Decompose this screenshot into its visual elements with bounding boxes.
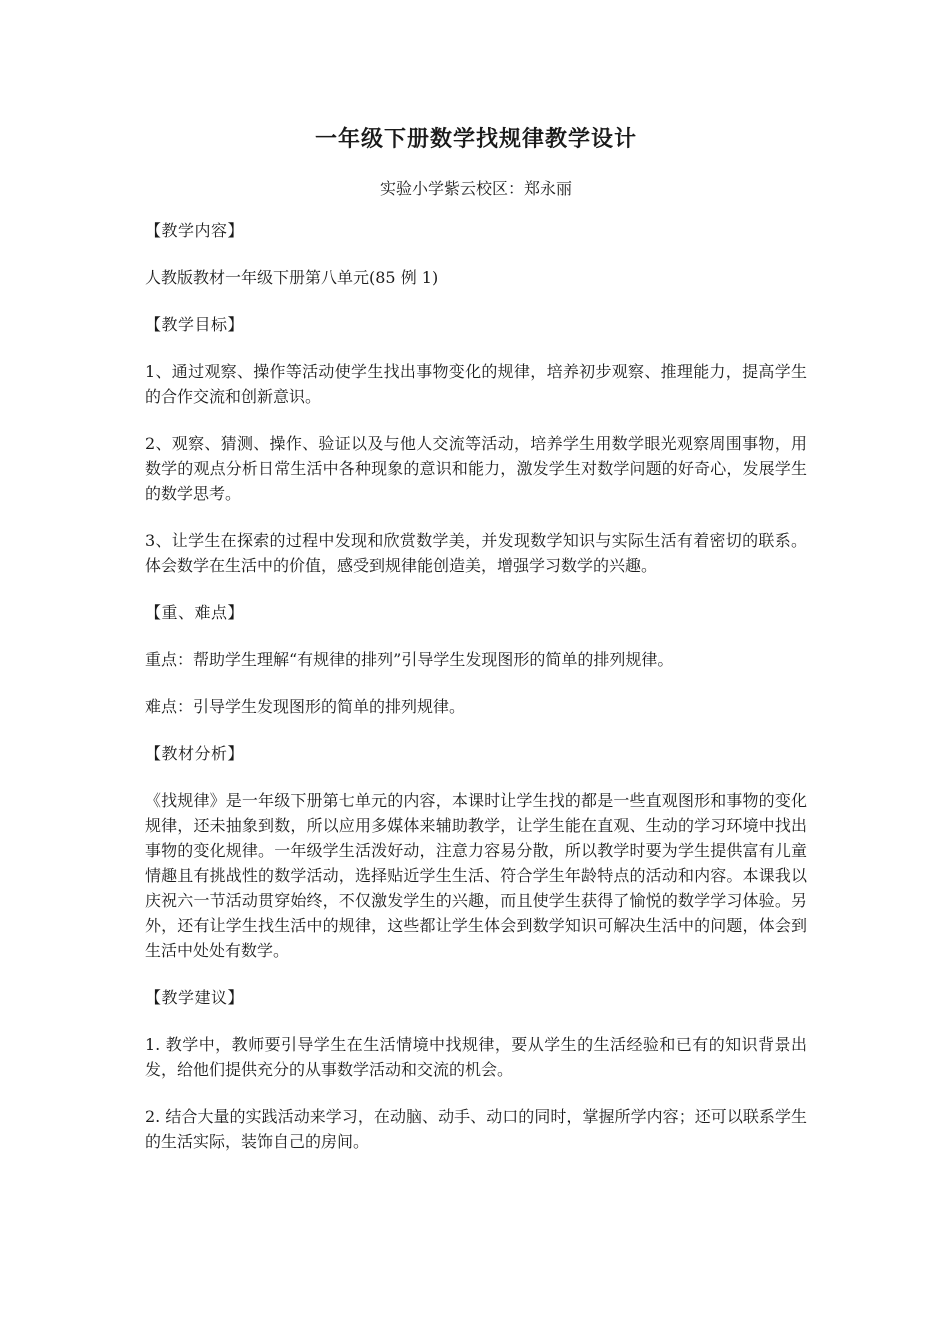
paragraph-difficulty: 难点：引导学生发现图形的简单的排列规律。 [145, 697, 466, 716]
paragraph-suggestion-2: 2. 结合大量的实践活动来学习，在动脑、动手、动口的同时，掌握所学内容；还可以联系学生的生活实际，装饰自己的房间。 [145, 1107, 807, 1151]
document-title: 一年级下册数学找规律教学设计 [314, 126, 637, 152]
document-body [145, 218, 807, 1176]
paragraph-objective-2: 2、观察、猜测、操作、验证以及与他人交流等活动，培养学生用数学眼光观察周围事物，用数学的观点分析日常生活中各种现象的意识和能力，激发学生对数学问题的好奇心，发展学生的数学思考。 [145, 434, 807, 503]
document-author: 实验小学紫云校区：郑永丽 [379, 179, 572, 198]
paragraph-key-point: 重点：帮助学生理解“有规律的排列”引导学生发现图形的简单的排列规律。 [145, 650, 674, 669]
paragraph-analysis: 《找规律》是一年级下册第七单元的内容，本课时让学生找的都是一些直观图形和事物的变化规律，还未抽象到数，所以应用多媒体来辅助教学，让学生能在直观、生动的学习环境中找出事物的变化规律。一年级学生活泼好动，注意力容易分散，所以教学时要为学生提供富有儿童情趣且有挑战性的数学活动，选择贴近学生生活、符合学生年龄特点的活动和内容。本课我以庆祝六一节活动贯穿始终，不仅激发学生的兴趣，而且使学生获得了愉悦的数学学习体验。另外，还有让学生找生活中的规律，这些都让学生体会到数学知识可解决生活中的问题，体会到生活中处处有数学。 [145, 791, 807, 960]
paragraph-suggestion-1: 1. 教学中，教师要引导学生在生活情境中找规律，要从学生的生活经验和已有的知识背景出发，给他们提供充分的从事数学活动和交流的机会。 [145, 1035, 807, 1079]
section-heading-analysis: 【教材分析】 [145, 744, 245, 763]
section-heading-content: 【教学内容】 [145, 221, 245, 240]
paragraph-objective-1: 1、通过观察、操作等活动使学生找出事物变化的规律，培养初步观察、推理能力，提高学生的合作交流和创新意识。 [145, 362, 807, 406]
section-heading-suggestions: 【教学建议】 [145, 988, 245, 1007]
paragraph-content: 人教版教材一年级下册第八单元(85 例 1) [145, 268, 439, 287]
paragraph-objective-3: 3、让学生在探索的过程中发现和欣赏数学美，并发现数学知识与实际生活有着密切的联系。体会数学在生活中的价值，感受到规律能创造美，增强学习数学的兴趣。 [145, 531, 807, 575]
section-heading-objectives: 【教学目标】 [145, 315, 245, 334]
section-heading-key-points: 【重、难点】 [145, 603, 245, 622]
